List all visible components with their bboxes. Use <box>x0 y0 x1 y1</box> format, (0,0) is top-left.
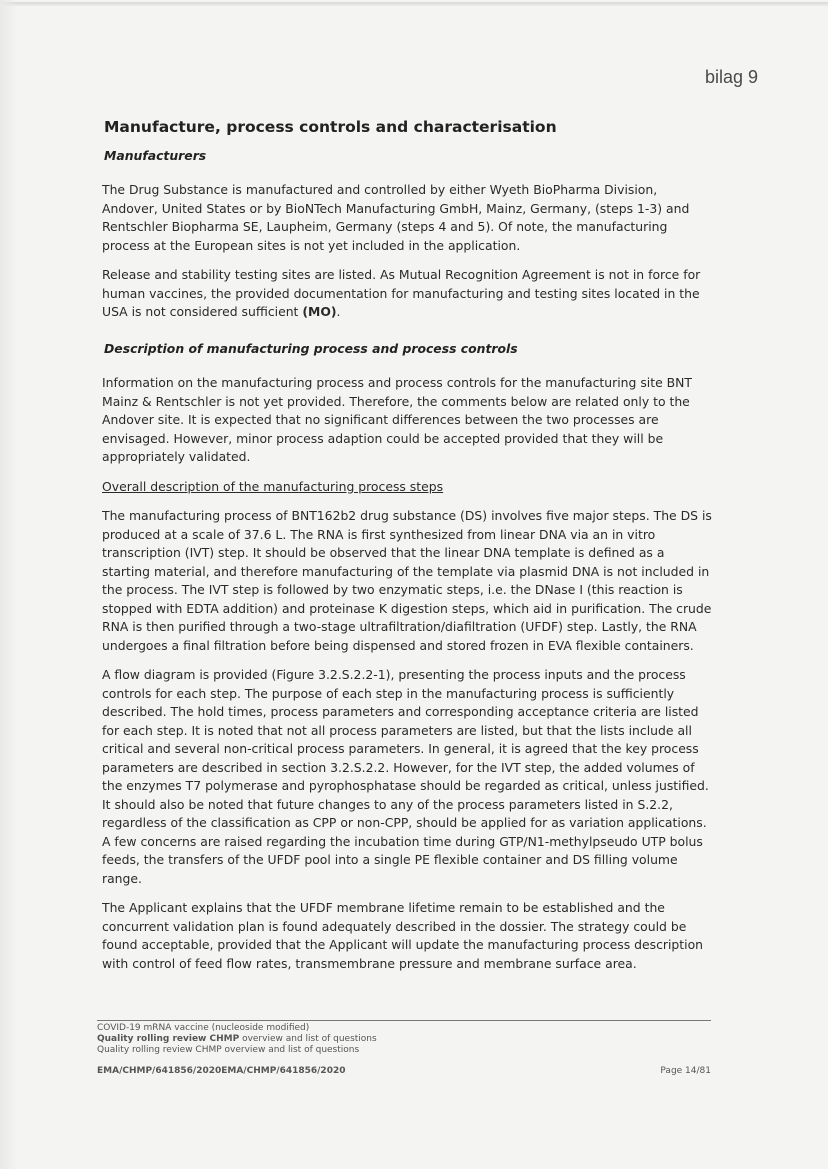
major-objection-marker: (MO) <box>302 304 337 319</box>
description-paragraph-1: Information on the manufacturing process and process controls for the manufacturing site BNT Mainz & Rentschler is not yet provided. Therefore, the comments below are related only to the Andover site. It is expected that no significant differences between the two processes are envisaged. However, minor process adaption could be accepted provided that they will be appropriately validated. <box>102 375 692 464</box>
overall-paragraph-2: A flow diagram is provided (Figure 3.2.S.2.2-1), presenting the process inputs and the process controls for each step. The purpose of each step in the manufacturing process is sufficiently described. The hold times, process parameters and corresponding acceptance criteria are listed for each step. It is noted that not all process parameters are listed, but that the lists include all critical and several non-critical process parameters. In general, it is agreed that the key process parameters are described in section 3.2.S.2.2. However, for the IVT step, the added volumes of the enzymes T7 polymerase and pyrophosphatase should be regarded as critical, unless justified. It should also be noted that future changes to any of the process parameters listed in S.2.2, regardless of the classification as CPP or non-CPP, should be applied for as variation applications. A few concerns are raised regarding the incubation time during GTP/N1-methylpseudo UTP bolus feeds, the transfers of the UFDF pool into a single PE flexible container and DS filling volume range. <box>102 667 709 886</box>
footer-line-2-bold: Quality rolling review CHMP <box>97 1034 240 1044</box>
manufacturers-paragraph-2-text: Release and stability testing sites are listed. As Mutual Recognition Agreement is not in force for human vaccines, the provided documentation for manufacturing and testing sites located in the USA is not considered sufficient <box>102 267 701 319</box>
overall-description-heading: Overall description of the manufacturing process steps <box>102 478 444 494</box>
manufacturers-paragraph-1: The Drug Substance is manufactured and controlled by either Wyeth BioPharma Division, Andover, United States or by BioNTech Manufacturing GmbH, Mainz, Germany, (steps 1-3) and Rentschler Biopharma SE, Laupheim, Germany (steps 4 and 5). Of note, the manufacturing process at the European sites is not yet included in the application. <box>102 182 690 253</box>
section-title: Manufacture, process controls and characterisation <box>104 118 557 136</box>
manufacturers-heading: Manufacturers <box>104 147 207 163</box>
footer-block <box>97 1020 711 1056</box>
footer-line-1: COVID-19 mRNA vaccine (nucleoside modified) <box>97 1023 310 1033</box>
footer-line-2 <box>97 1034 711 1045</box>
scan-left-shadow <box>0 0 18 1169</box>
annex-label: bilag 9 <box>705 67 759 87</box>
scan-top-edge <box>0 2 828 6</box>
footer-line-2-rest: overview and list of questions <box>239 1034 377 1044</box>
document-reference: EMA/CHMP/641856/2020EMA/CHMP/641856/2020 <box>97 1066 346 1076</box>
main-content <box>102 118 714 973</box>
manufacturers-paragraph-2 <box>102 266 714 322</box>
footer-reference-row <box>97 1066 711 1076</box>
overall-paragraph-1: The manufacturing process of BNT162b2 drug substance (DS) involves five major steps. The DS is produced at a scale of 37.6 L. The RNA is first synthesized from linear DNA via an in vitro transcription (IVT) step. It should be observed that the linear DNA template is defined as a starting material, and therefore manufacturing of the template via plasmid DNA is not included in the process. The IVT step is followed by two enzymatic steps, i.e. the DNase I (this reaction is stopped with EDTA addition) and proteinase K digestion steps, which aid in purification. The crude RNA is then purified through a two-stage ultrafiltration/diafiltration (UFDF) step. Lastly, the RNA undergoes a final filtration before being dispensed and stored frozen in EVA flexible containers. <box>102 508 712 653</box>
overall-paragraph-3: The Applicant explains that the UFDF membrane lifetime remain to be established and the concurrent validation plan is found adequately described in the dossier. The strategy could be found acceptable, provided that the Applicant will update the manufacturing process description with control of feed flow rates, transmembrane pressure and membrane surface area. <box>102 900 704 971</box>
footer-line-3: Quality rolling review CHMP overview and list of questions <box>97 1045 360 1055</box>
description-heading: Description of manufacturing process and process controls <box>104 340 518 356</box>
manufacturers-paragraph-2-end: . <box>336 304 341 319</box>
page-number: Page 14/81 <box>660 1066 711 1076</box>
